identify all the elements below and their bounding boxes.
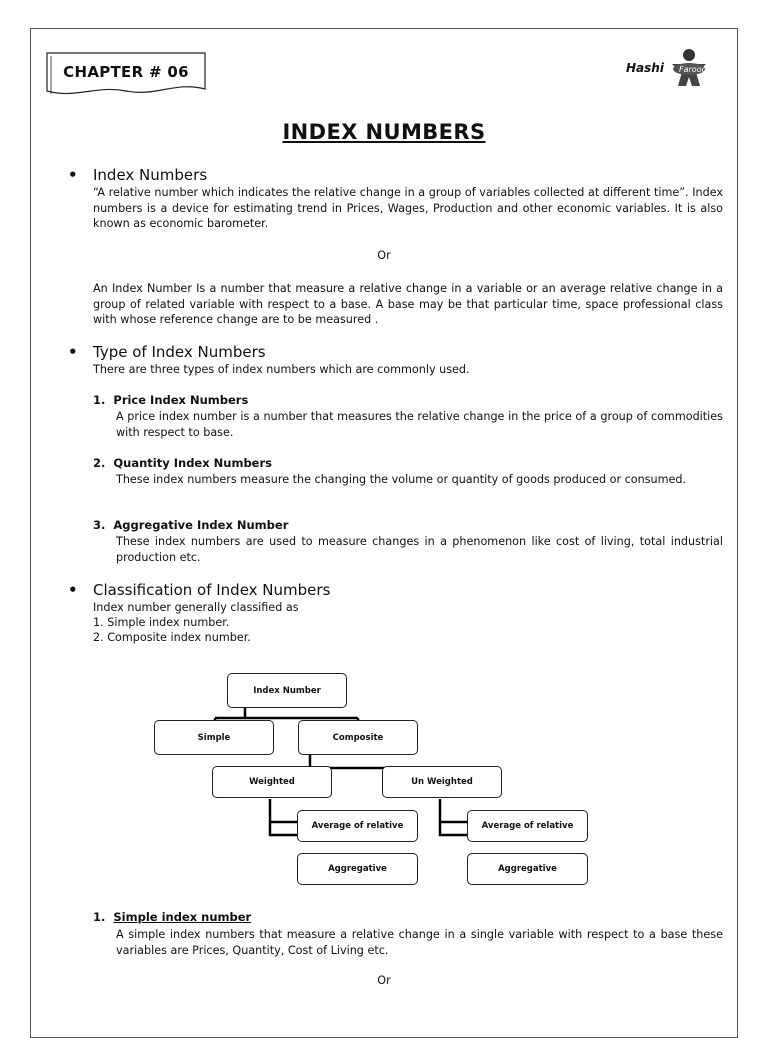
- type-item-title: 3. Aggregative Index Number: [93, 518, 289, 532]
- simple-index-heading: 1. Simple index number: [93, 910, 252, 924]
- definition-paragraph: “A relative number which indicates the relative change in a group of variables collected at different time”. Index numbers is a device for estimating trend in Prices, Wages, Production and other economic variables. It is also known as economic barometer.: [93, 186, 723, 230]
- type-item-text: A price index number is a number that measures the relative change in the price of a group of commodities with respect to base.: [116, 410, 723, 439]
- page-title: INDEX NUMBERS: [282, 120, 486, 144]
- or-separator: Or: [377, 249, 391, 262]
- author-logo: [626, 46, 718, 90]
- node-unweighted-aggregative: Aggregative: [467, 853, 588, 885]
- type-item-title: 2. Quantity Index Numbers: [93, 456, 272, 470]
- bullet-icon: •: [68, 166, 78, 184]
- type-item-text: These index numbers are used to measure changes in a phenomenon like cost of living, total industrial production etc.: [116, 535, 723, 564]
- logo-text: Hashi: [626, 61, 664, 75]
- node-weighted-average-of-relative: Average of relative: [297, 810, 418, 842]
- node-index-number: Index Number: [227, 673, 347, 708]
- type-item-text: These index numbers measure the changing the volume or quantity of goods produced or consumed.: [116, 473, 687, 486]
- node-weighted-aggregative: Aggregative: [297, 853, 418, 885]
- section-heading-classification: Classification of Index Numbers: [93, 581, 331, 599]
- definition-paragraph-2: An Index Number Is a number that measure a relative change in a variable or an average relative change in a group of related variable with respect to a base. A base may be that particular time, space professional class with whose reference change are to be measured .: [93, 282, 723, 326]
- chapter-label: CHAPTER # 06: [63, 63, 189, 81]
- logo-badge: Farooqi: [679, 65, 709, 74]
- types-intro: There are three types of index numbers which are commonly used.: [93, 363, 470, 376]
- section-heading-types: Type of Index Numbers: [93, 343, 266, 361]
- or-separator: Or: [377, 974, 391, 987]
- node-simple: Simple: [154, 720, 274, 755]
- classification-diagram: [150, 670, 600, 890]
- node-unweighted: Un Weighted: [382, 766, 502, 798]
- type-item-title: 1. Price Index Numbers: [93, 393, 249, 407]
- node-unweighted-average-of-relative: Average of relative: [467, 810, 588, 842]
- section-heading-index-numbers: Index Numbers: [93, 166, 208, 184]
- bullet-icon: •: [68, 343, 78, 361]
- simple-index-text: A simple index numbers that measure a relative change in a single variable with respect to a base these variables are Prices, Quantity, Cost of Living etc.: [116, 928, 723, 957]
- chapter-banner: [46, 51, 206, 97]
- bullet-icon: •: [68, 581, 78, 599]
- node-weighted: Weighted: [212, 766, 332, 798]
- classification-line: Index number generally classified as: [93, 601, 299, 614]
- classification-line: 2. Composite index number.: [93, 631, 251, 644]
- classification-line: 1. Simple index number.: [93, 616, 230, 629]
- node-composite: Composite: [298, 720, 418, 755]
